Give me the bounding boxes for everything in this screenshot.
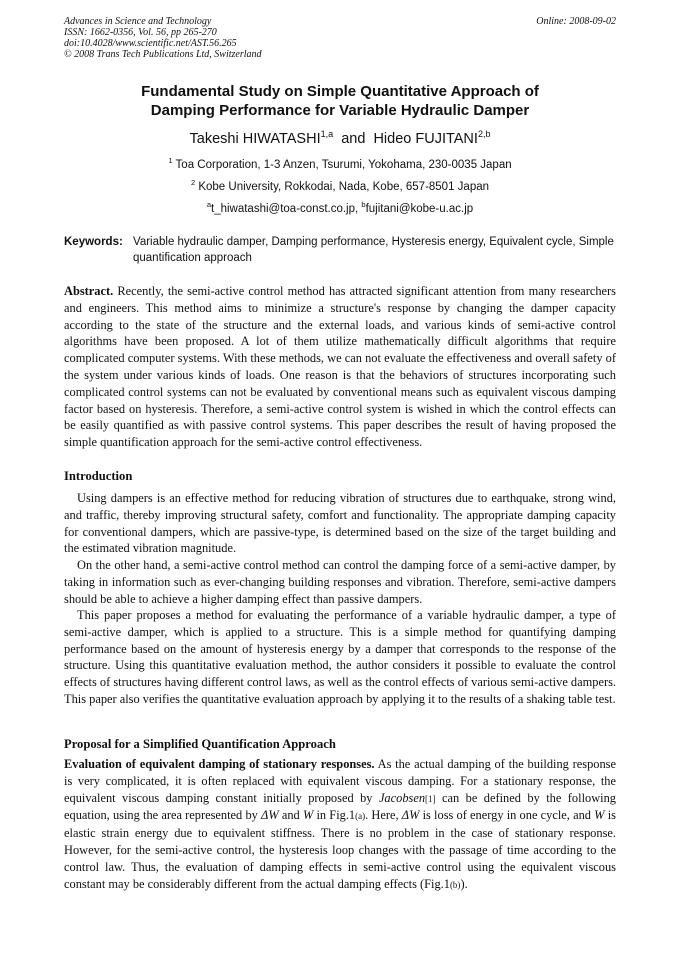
intro-paragraph-1: Using dampers is an effective method for reducing vibration of structures due to earthquake, strong wind, and traffic, thereby improving structural safety, comfort and functionality. The appropriate damping capacity for conventional dampers, which are passive-type, is determined based on the size of the target building and the estimated vibration magnitude. [64,491,616,556]
and-word: and [281,808,300,823]
reference-1: [1] [425,793,436,804]
proposal-text-3: in Fig.1 [316,808,356,823]
keywords-label: Keywords: [64,236,123,248]
fig-1b-ref: (b) [449,879,461,890]
abstract-text: Recently, the semi-active control method has attracted significant attention from many researchers and engineers. This method aims to minimize a structure's response by changing the damper capacity according to the state of the structure and the external loads, and various kinds of semi-active control algorithms have been proposed. A lot of them utilize mathematically difficult algorithms that require complicated computer systems. With these methods, we can not evaluate the effectiveness and overall safety of the system under various kinds of loads. One reason is that the behaviors of structures incorporating such complicated control systems can not be evaluated by conventional means such as equivalent viscous damping factor based on hysteresis. Therefore, a semi-active control system is wished in which the control effects can be easily quantified as with passive control systems. This paper describes the result of having proposed the simple quantification approach for the semi-active control effectiveness. [64,284,616,450]
online-date: Online: 2008-09-02 [536,16,616,27]
keywords-text: Variable hydraulic damper, Damping performance, Hysteresis energy, Equivalent cycle, Simple quantification approach [133,236,614,264]
affiliation-1 [64,156,616,171]
w-symbol: W [302,808,314,823]
proposal-text-7: ). [460,876,468,891]
author-2-sup: 2,b [477,129,491,139]
intro-paragraph-3: This paper proposes a method for evaluating the performance of a variable hydraulic damper, a type of semi-active damper, which is applied to a structure. This is a simple method for quantifying damping performance based on the amount of hysteresis energy by a damper that corresponds to the response of the structure. Using this quantitative evaluation method, the author considers it possible to evaluate the control effects of structures having different control laws, as well as the control effects of various semi-active dampers. This paper also verifies the quantitative evaluation approach by applying it to the results of a shaking table test. [64,608,616,706]
proposal-text-5: is loss of energy in one cycle, and [422,808,591,823]
author-and: and [341,130,366,147]
delta-w-symbol: ΔW [261,808,279,823]
proposal-text-1: As the actual damping of the building response is very complicated, it is often replaced with equivalent viscous damping. For a stationary response, the equivalent viscous damping constant initially proposed by [64,757,616,805]
abstract [64,283,616,451]
title-line-1: Fundamental Study on Simple Quantitative Approach of [141,83,539,100]
title-line-2: Damping Performance for Variable Hydraulic Damper [150,102,530,119]
affiliation-1-sup: 1 [168,156,173,165]
abstract-label: Abstract. [64,284,114,298]
email-a[interactable]: t_hiwatashi@toa-const.co.jp, [211,202,359,215]
journal-header [64,16,616,60]
proposal-text-4: . Here, [365,808,399,823]
copyright-line: © 2008 Trans Tech Publications Ltd, Switzerland [64,49,262,60]
email-b-sup: b [361,200,366,209]
author-1-sup: 1,a [320,129,334,139]
proposal-paragraph [64,756,616,893]
paper-title [64,82,616,120]
subsection-label: Evaluation of equivalent damping of stationary responses. [64,757,375,771]
author-2: Hideo FUJITANI [373,130,478,147]
affiliation-2-sup: 2 [190,178,196,187]
w-symbol-2: W [594,808,605,823]
proposal-text-6: is elastic strain energy due to equivalent stiffness. There is no problem in the case of stationary response. However, for the semi-active control, the hysteresis loop changes with the passage of time according to the control law. Thus, the evaluation of damping effects in semi-active control using the equivalent viscous constant may be considerably different from the actual damping effects (Fig.1 [64,808,616,891]
author-line [64,129,616,147]
section-heading-introduction: Introduction [64,469,133,483]
email-a-sup: a [206,200,211,209]
proposal-text-2: can be defined by the following equation, using the area represented by [64,790,616,823]
fig-1a-ref: (a) [355,811,366,822]
affiliation-1-text: Toa Corporation, 1-3 Anzen, Tsurumi, Yokohama, 230-0035 Japan [175,158,512,171]
issn-line: ISSN: 1662-0356, Vol. 56, pp 265-270 [64,27,217,38]
jacobsen-name: Jacobsen [378,790,426,805]
delta-w-symbol-2: ΔW [401,808,420,823]
email-b[interactable]: fujitani@kobe-u.ac.jp [365,202,474,215]
journal-name: Advances in Science and Technology [64,16,212,27]
section-heading-proposal: Proposal for a Simplified Quantification Approach [64,737,336,751]
intro-paragraph-2: On the other hand, a semi-active control method can control the damping force of a semi-active damper, by taking in information such as ever-changing building responses and vibration. Therefore, semi-active dampers should be able to achieve a higher damping effect than passive dampers. [64,558,616,606]
email-line [64,200,616,215]
doi-line: doi:10.4028/www.scientific.net/AST.56.265 [64,38,237,49]
affiliation-2 [64,178,616,193]
author-1: Takeshi HIWATASHI [189,130,321,147]
affiliation-2-text: Kobe University, Rokkodai, Nada, Kobe, 657-8501 Japan [198,180,490,193]
